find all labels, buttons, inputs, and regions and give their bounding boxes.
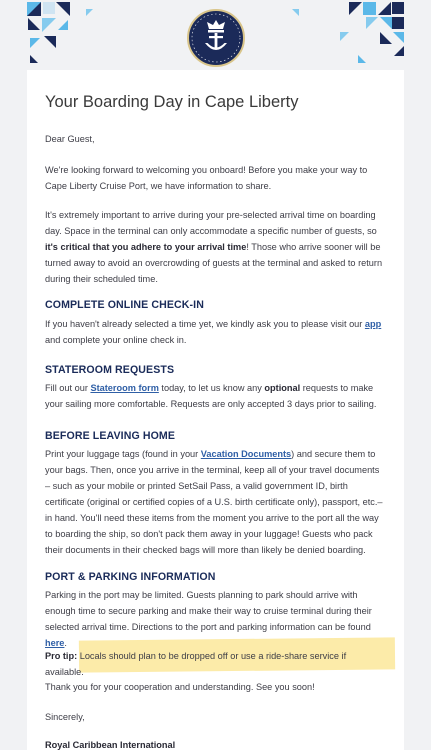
intro-paragraph: We're looking forward to welcoming you onboard! Before you make your way to Cape Liberty Cruise Port, we have information to share. — [45, 165, 368, 191]
checkin-paragraph: If you haven't already selected a time yet, we kindly ask you to please visit our app and complete your online check in. — [45, 319, 382, 345]
signoff: Sincerely, — [45, 712, 85, 722]
crown-and-anchor-logo-icon — [187, 9, 245, 67]
app-link[interactable]: app — [364, 319, 382, 329]
thanks-paragraph: Thank you for your cooperation and understanding. See you soon! — [45, 682, 315, 692]
stateroom-form-link[interactable]: Stateroom form — [90, 383, 159, 393]
vacation-documents-link[interactable]: Vacation Documents — [200, 449, 292, 459]
stateroom-heading: STATEROOM REQUESTS — [45, 364, 175, 376]
arrival-emphasis: it's critical that you adhere to your arrival time — [45, 242, 247, 252]
arrival-paragraph: It's extremely important to arrive during your pre-selected arrival time on boarding day. Space in the terminal can only accommodate a specific number of guests, so it's critical that you adhere to your arrival time! Those who arrive sooner will be turned away to avoid an overcrowding of guests at the terminal and asked to return during their scheduled time. — [45, 210, 383, 284]
parking-paragraph: Parking in the port may be limited. Guests planning to park should arrive with enough time to secure parking and make their way to cruise terminal during their selected arrival time. Directions to the port and parking information can be found here. — [45, 590, 372, 648]
before-leaving-paragraph: Print your luggage tags (found in your Vacation Documents) and secure them to your bags. Then, once you arrive in the terminal, keep all of your travel documents – such as your mobile or printed SetSail Pass, a valid government ID, birth certificate (original or certified copies of a U.S. birth certificate only), passport, etc.– in hand. You'll need these items from the moment you arrive to the port all the way to boarding the ship, so don't pack them away in your luggage! Guests who pack their documents in their checked bags will more than likely be denied boarding. — [45, 449, 383, 555]
stateroom-paragraph: Fill out our Stateroom form today, to let us know any optional requests to make your sailing more comfortable. Requests are only accepted 3 days prior to sailing. — [45, 383, 377, 409]
checkin-heading: COMPLETE ONLINE CHECK-IN — [45, 299, 204, 311]
sender-name: Royal Caribbean International — [45, 740, 176, 750]
email-title: Your Boarding Day in Cape Liberty — [45, 93, 299, 111]
before-leaving-heading: BEFORE LEAVING HOME — [45, 430, 176, 442]
parking-info-link[interactable]: here — [45, 638, 65, 648]
parking-heading: PORT & PARKING INFORMATION — [45, 571, 216, 583]
greeting: Dear Guest, — [45, 134, 95, 144]
protip-paragraph: Pro tip: Locals should plan to be dropped off or use a ride-share service if available. — [45, 651, 347, 677]
protip-label: Pro tip: — [45, 651, 78, 661]
email-header — [0, 0, 431, 70]
